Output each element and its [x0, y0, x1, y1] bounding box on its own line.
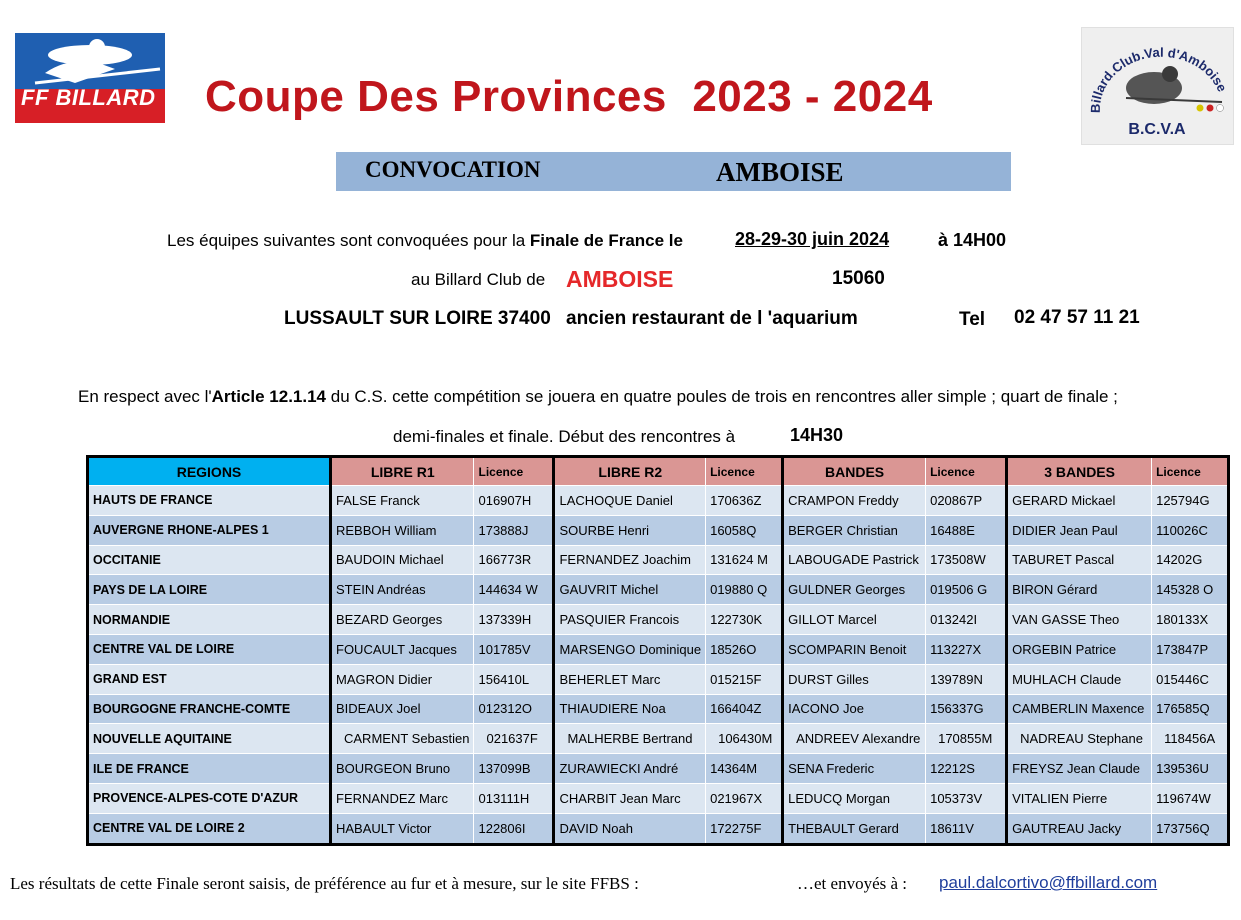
cell-bandes-player: LEDUCQ Morgan: [783, 783, 926, 813]
cell-libre-r1-player: STEIN Andréas: [331, 575, 474, 605]
intro-line-1: [167, 231, 683, 251]
cell-libre-r1-player: BAUDOIN Michael: [331, 545, 474, 575]
cell-3-bandes-player: BIRON Gérard: [1007, 575, 1152, 605]
club-number: 15060: [832, 268, 885, 289]
club-emblem-icon: [1082, 28, 1233, 144]
cell-libre-r1-licence: 021637F: [474, 724, 554, 754]
cell-libre-r1-player: FERNANDEZ Marc: [331, 783, 474, 813]
cell-libre-r1-licence: 144634 W: [474, 575, 554, 605]
cell-libre-r2-licence: 16058Q: [706, 515, 783, 545]
cell-3-bandes-licence: 118456A: [1152, 724, 1229, 754]
cell-region: CENTRE VAL DE LOIRE 2: [88, 813, 331, 844]
club-logo-arc-text: Billard.Club.Val d'Amboise: [1087, 44, 1230, 114]
cell-region: NOUVELLE AQUITAINE: [88, 724, 331, 754]
cell-3-bandes-licence: 173847P: [1152, 634, 1229, 664]
cell-3-bandes-licence: 119674W: [1152, 783, 1229, 813]
cell-bandes-player: GULDNER Georges: [783, 575, 926, 605]
cell-3-bandes-player: FREYSZ Jean Claude: [1007, 754, 1152, 784]
cell-libre-r2-player: PASQUIER Francois: [554, 605, 706, 635]
table-row: [88, 575, 1229, 605]
intro-l1-bold: Finale de France le: [529, 231, 683, 250]
header-licence: Licence: [926, 457, 1007, 486]
footer-results-text: Les résultats de cette Finale seront saisis, de préférence au fur et à mesure, sur le site FFBS :: [10, 874, 639, 893]
cell-libre-r2-player: SOURBE Henri: [554, 515, 706, 545]
cell-region: GRAND EST: [88, 664, 331, 694]
cell-libre-r1-licence: 166773R: [474, 545, 554, 575]
cell-3-bandes-licence: 173756Q: [1152, 813, 1229, 844]
final-time: à 14H00: [938, 230, 1007, 250]
cell-libre-r1-player: REBBOH William: [331, 515, 474, 545]
address-city: LUSSAULT SUR LOIRE 37400: [284, 308, 551, 329]
cell-bandes-licence: 156337G: [926, 694, 1007, 724]
cell-region: HAUTS DE FRANCE: [88, 486, 331, 516]
table-row: [88, 724, 1229, 754]
cell-bandes-player: SCOMPARIN Benoit: [783, 634, 926, 664]
cell-3-bandes-player: GERARD Mickael: [1007, 486, 1152, 516]
cell-region: AUVERGNE RHONE-ALPES 1: [88, 515, 331, 545]
tel-label: Tel: [959, 309, 986, 330]
convocation-label: CONVOCATION: [365, 157, 541, 182]
cell-region: PAYS DE LA LOIRE: [88, 575, 331, 605]
header-regions: REGIONS: [88, 457, 331, 486]
cell-bandes-player: CRAMPON Freddy: [783, 486, 926, 516]
cell-libre-r1-licence: 012312O: [474, 694, 554, 724]
cell-bandes-player: ANDREEV Alexandre: [783, 724, 926, 754]
cell-bandes-player: LABOUGADE Pastrick: [783, 545, 926, 575]
cell-libre-r2-player: MARSENGO Dominique: [554, 634, 706, 664]
cell-bandes-licence: 18611V: [926, 813, 1007, 844]
cell-libre-r2-player: MALHERBE Bertrand: [554, 724, 706, 754]
tel-number: 02 47 57 11 21: [1014, 307, 1140, 328]
cell-libre-r1-licence: 137099B: [474, 754, 554, 784]
table-row: [88, 754, 1229, 784]
rules-l1-pre: En respect avec l': [78, 387, 212, 406]
cell-libre-r2-player: LACHOQUE Daniel: [554, 486, 706, 516]
cell-libre-r2-licence: 015215F: [706, 664, 783, 694]
club-logo-initials: B.C.V.A: [1128, 121, 1186, 138]
contact-email-link[interactable]: paul.dalcortivo@ffbillard.com: [939, 873, 1158, 892]
cell-libre-r2-licence: 166404Z: [706, 694, 783, 724]
header-licence: Licence: [1152, 457, 1229, 486]
cell-libre-r1-licence: 101785V: [474, 634, 554, 664]
cell-libre-r2-player: DAVID Noah: [554, 813, 706, 844]
table-row: [88, 515, 1229, 545]
cell-libre-r1-licence: 173888J: [474, 515, 554, 545]
header-licence: Licence: [474, 457, 554, 486]
table-row: [88, 664, 1229, 694]
cell-3-bandes-licence: 176585Q: [1152, 694, 1229, 724]
cell-libre-r2-licence: 021967X: [706, 783, 783, 813]
rules-article: Article 12.1.14: [211, 387, 327, 406]
header-libre-r1: LIBRE R1: [331, 457, 474, 486]
final-date: 28-29-30 juin 2024: [735, 229, 890, 249]
cell-libre-r1-player: BOURGEON Bruno: [331, 754, 474, 784]
cell-libre-r2-licence: 170636Z: [706, 486, 783, 516]
cell-bandes-player: DURST Gilles: [783, 664, 926, 694]
cell-bandes-player: IACONO Joe: [783, 694, 926, 724]
header-licence: Licence: [706, 457, 783, 486]
convocation-city: AMBOISE: [716, 157, 844, 187]
rules-l2-pre: demi-finales et finale. Début des rencontres à: [393, 427, 736, 446]
cell-libre-r1-licence: 122806I: [474, 813, 554, 844]
cell-region: OCCITANIE: [88, 545, 331, 575]
table-row: [88, 813, 1229, 844]
cell-libre-r2-player: CHARBIT Jean Marc: [554, 783, 706, 813]
cell-3-bandes-player: ORGEBIN Patrice: [1007, 634, 1152, 664]
cell-bandes-licence: 113227X: [926, 634, 1007, 664]
cell-region: NORMANDIE: [88, 605, 331, 635]
club-logo: [1081, 27, 1234, 145]
cell-bandes-licence: 020867P: [926, 486, 1007, 516]
cell-bandes-licence: 12212S: [926, 754, 1007, 784]
cell-libre-r1-player: FOUCAULT Jacques: [331, 634, 474, 664]
cell-region: CENTRE VAL DE LOIRE: [88, 634, 331, 664]
cell-libre-r2-player: THIAUDIERE Noa: [554, 694, 706, 724]
cell-libre-r1-player: BEZARD Georges: [331, 605, 474, 635]
header-3-bandes: 3 BANDES: [1007, 457, 1152, 486]
club-city: AMBOISE: [566, 266, 674, 292]
cell-bandes-player: SENA Frederic: [783, 754, 926, 784]
table-row: [88, 694, 1229, 724]
teams-table: [86, 455, 1230, 846]
footer-sent-text: …et envoyés à :: [797, 874, 907, 893]
ff-billard-logo-text: FF BILLARD: [21, 85, 156, 110]
cell-3-bandes-player: VITALIEN Pierre: [1007, 783, 1152, 813]
cell-3-bandes-licence: 145328 O: [1152, 575, 1229, 605]
cell-3-bandes-licence: 180133X: [1152, 605, 1229, 635]
cell-region: PROVENCE-ALPES-COTE D'AZUR: [88, 783, 331, 813]
cell-bandes-player: THEBAULT Gerard: [783, 813, 926, 844]
cell-3-bandes-licence: 14202G: [1152, 545, 1229, 575]
cell-3-bandes-licence: 015446C: [1152, 664, 1229, 694]
cell-3-bandes-licence: 125794G: [1152, 486, 1229, 516]
cell-libre-r1-licence: 156410L: [474, 664, 554, 694]
cell-libre-r2-licence: 14364M: [706, 754, 783, 784]
cell-libre-r2-licence: 019880 Q: [706, 575, 783, 605]
cell-libre-r2-licence: 106430M: [706, 724, 783, 754]
ff-billard-logo: [15, 33, 165, 123]
header-bandes: BANDES: [783, 457, 926, 486]
cell-3-bandes-licence: 110026C: [1152, 515, 1229, 545]
table-row: [88, 605, 1229, 635]
cell-region: ILE DE FRANCE: [88, 754, 331, 784]
cell-libre-r1-player: BIDEAUX Joel: [331, 694, 474, 724]
intro-l1-pre: Les équipes suivantes sont convoquées pour la: [167, 231, 530, 250]
header-libre-r2: LIBRE R2: [554, 457, 706, 486]
cell-bandes-licence: 139789N: [926, 664, 1007, 694]
cell-3-bandes-player: CAMBERLIN Maxence: [1007, 694, 1152, 724]
cell-bandes-licence: 16488E: [926, 515, 1007, 545]
cell-bandes-player: GILLOT Marcel: [783, 605, 926, 635]
cell-libre-r2-player: BEHERLET Marc: [554, 664, 706, 694]
start-time: 14H30: [790, 425, 844, 445]
address-place: ancien restaurant de l 'aquarium: [566, 308, 858, 329]
cell-3-bandes-player: VAN GASSE Theo: [1007, 605, 1152, 635]
cell-3-bandes-player: NADREAU Stephane: [1007, 724, 1152, 754]
intro-l2-pre: au Billard Club de: [411, 270, 546, 289]
cell-3-bandes-player: TABURET Pascal: [1007, 545, 1152, 575]
cell-libre-r1-player: HABAULT Victor: [331, 813, 474, 844]
cell-libre-r1-licence: 137339H: [474, 605, 554, 635]
cell-libre-r2-licence: 172275F: [706, 813, 783, 844]
cell-3-bandes-licence: 139536U: [1152, 754, 1229, 784]
table-header-row: [88, 457, 1229, 486]
table-row: [88, 545, 1229, 575]
rules-line-1: [78, 387, 1118, 407]
cell-bandes-licence: 170855M: [926, 724, 1007, 754]
cell-bandes-player: BERGER Christian: [783, 515, 926, 545]
cell-libre-r1-player: MAGRON Didier: [331, 664, 474, 694]
table-row: [88, 634, 1229, 664]
cell-libre-r2-licence: 18526O: [706, 634, 783, 664]
cell-libre-r1-licence: 016907H: [474, 486, 554, 516]
page-title: Coupe Des Provinces 2023 - 2024: [205, 72, 933, 121]
cell-libre-r1-player: CARMENT Sebastien: [331, 724, 474, 754]
cell-3-bandes-player: GAUTREAU Jacky: [1007, 813, 1152, 844]
cell-3-bandes-player: MUHLACH Claude: [1007, 664, 1152, 694]
table-row: [88, 486, 1229, 516]
rules-l1-post: du C.S. cette compétition se jouera en quatre poules de trois en rencontres aller simple ; quart de finale ;: [326, 387, 1118, 406]
table-row: [88, 783, 1229, 813]
cell-libre-r2-player: ZURAWIECKI André: [554, 754, 706, 784]
cell-3-bandes-player: DIDIER Jean Paul: [1007, 515, 1152, 545]
cell-bandes-licence: 013242I: [926, 605, 1007, 635]
cell-libre-r2-player: FERNANDEZ Joachim: [554, 545, 706, 575]
cell-bandes-licence: 019506 G: [926, 575, 1007, 605]
cell-libre-r2-licence: 131624 M: [706, 545, 783, 575]
cell-bandes-licence: 105373V: [926, 783, 1007, 813]
cell-region: BOURGOGNE FRANCHE-COMTE: [88, 694, 331, 724]
cell-libre-r1-licence: 013111H: [474, 783, 554, 813]
cell-libre-r2-player: GAUVRIT Michel: [554, 575, 706, 605]
cell-bandes-licence: 173508W: [926, 545, 1007, 575]
cell-libre-r2-licence: 122730K: [706, 605, 783, 635]
cell-libre-r1-player: FALSE Franck: [331, 486, 474, 516]
